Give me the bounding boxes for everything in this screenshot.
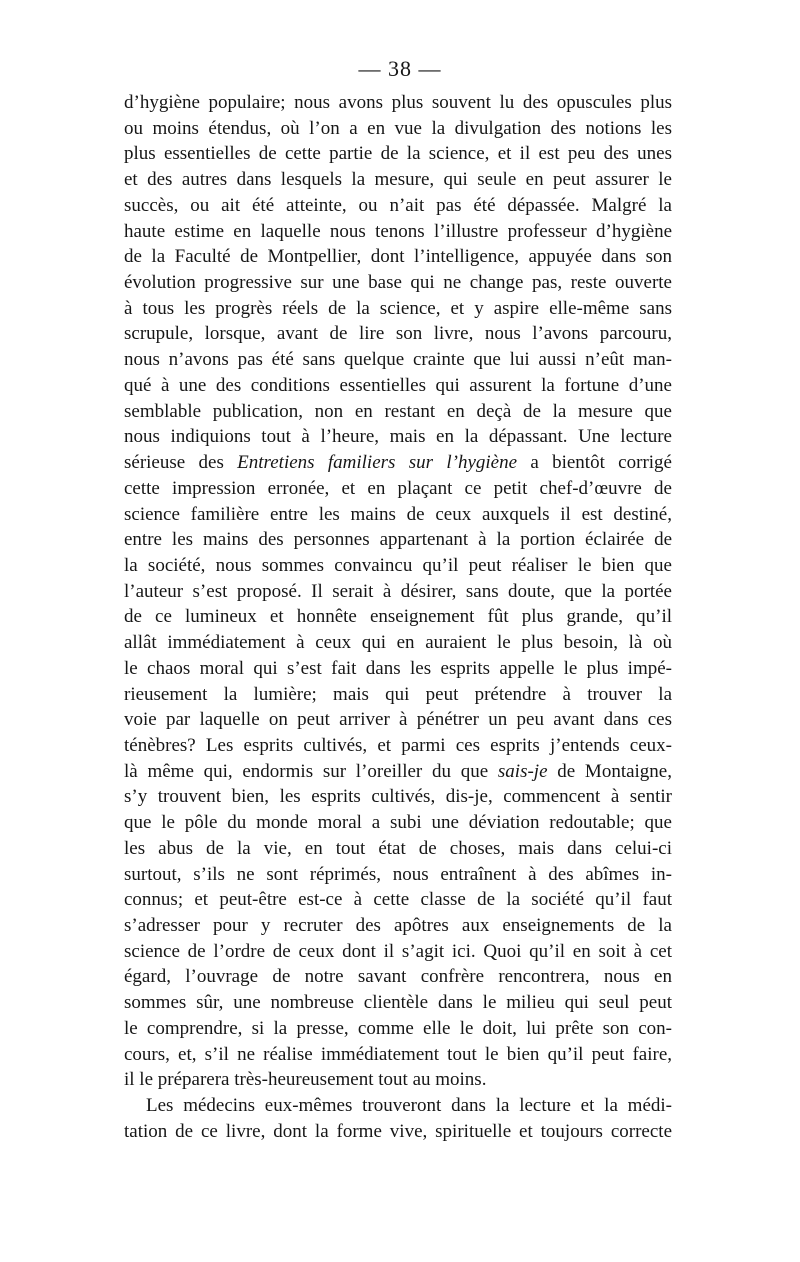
text-line: d’hygiène populaire; nous avons plus souvent lu des opuscules plus	[124, 92, 672, 113]
text-line: cette impression erronée, et en plaçant ce petit chef-d’œuvre de	[124, 477, 672, 499]
text-line: plus essentielles de cette partie de la science, et il est peu des unes	[124, 143, 672, 165]
text-line: voie par laquelle on peut arriver à pénétrer un peu avant dans ces	[124, 709, 672, 731]
text-line: nous n’avons pas été sans quelque crainte que lui aussi n’eût man-	[124, 349, 672, 371]
text-line: l’auteur s’est proposé. Il serait à désirer, sans doute, que la portée	[124, 580, 672, 602]
text-line: science de l’ordre de ceux dont il s’agit ici. Quoi qu’il en soit à cet	[124, 940, 672, 962]
text-line: que le pôle du monde moral a subi une déviation redoutable; que	[124, 812, 672, 834]
text-line: le comprendre, si la presse, comme elle le doit, lui prête son con-	[124, 1017, 672, 1039]
text-line: qué à une des conditions essentielles qui assurent la fortune d’une	[124, 374, 672, 396]
page-number: — 38 —	[358, 56, 442, 81]
text-line: haute estime en laquelle nous tenons l’illustre professeur d’hygiène	[124, 220, 672, 242]
text-line: à tous les progrès réels de la science, et y aspire elle-même sans	[124, 297, 672, 319]
text-line: et des autres dans lesquels la mesure, qui seule en peut assurer le	[124, 169, 672, 191]
text-line: Les médecins eux-mêmes trouveront dans la lecture et la médi-	[146, 1095, 672, 1117]
italic-title: sais-je	[497, 760, 548, 782]
text-line: il le préparera très-heureusement tout au moins.	[124, 1069, 487, 1091]
text-line	[124, 759, 672, 785]
text-line	[124, 450, 672, 476]
body-text	[124, 90, 672, 1144]
italic-title: Entretiens familiers sur l’hygiène	[237, 452, 518, 474]
text-line: nous indiquions tout à l’heure, mais en la dépassant. Une lecture	[124, 426, 672, 448]
text-line: de la Faculté de Montpellier, dont l’intelligence, appuyée dans son	[124, 246, 672, 268]
text-line: la société, nous sommes convaincu qu’il peut réaliser le bien que	[124, 554, 672, 576]
text-line: les abus de la vie, en tout état de choses, mais dans celui-ci	[124, 837, 672, 859]
text-segment: sérieuse des	[124, 452, 238, 474]
text-line: s’y trouvent bien, les esprits cultivés, dis-je, commencent à sentir	[124, 786, 672, 808]
text-line: de ce lumineux et honnête enseignement fût plus grande, qu’il	[124, 606, 672, 628]
text-line: rieusement la lumière; mais qui peut prétendre à trouver la	[124, 683, 672, 705]
text-line: ou moins étendus, où l’on a en vue la divulgation des notions les	[124, 117, 672, 139]
text-line: connus; et peut-être est-ce à cette classe de la société qu’il faut	[124, 889, 672, 911]
text-segment: a bientôt corrigé	[517, 452, 672, 474]
text-line: ténèbres? Les esprits cultivés, et parmi ces esprits j’entends ceux-	[124, 734, 672, 756]
text-line: scrupule, lorsque, avant de lire son livre, nous l’avons parcouru,	[124, 323, 672, 345]
text-line: égard, l’ouvrage de notre savant confrère rencontrera, nous en	[124, 966, 672, 988]
text-line: tation de ce livre, dont la forme vive, spirituelle et toujours correcte	[124, 1120, 672, 1142]
text-line: le chaos moral qui s’est fait dans les esprits appelle le plus impé-	[124, 657, 672, 679]
text-line: cours, et, s’il ne réalise immédiatement tout le bien qu’il peut faire,	[124, 1043, 672, 1065]
text-line: allât immédiatement à ceux qui en auraient le plus besoin, là où	[124, 632, 672, 654]
text-line: s’adresser pour y recruter des apôtres aux enseignements de la	[124, 915, 672, 936]
text-line: science familière entre les mains de ceux auxquels il est destiné,	[124, 503, 672, 525]
text-line: entre les mains des personnes appartenant à la portion éclairée de	[124, 529, 672, 551]
text-line: semblable publication, non en restant en deçà de la mesure que	[124, 400, 672, 422]
text-line: succès, ou ait été atteinte, ou n’ait pas été dépassée. Malgré la	[124, 194, 672, 216]
text-line: surtout, s’ils ne sont réprimés, nous entraînent à des abîmes in-	[124, 863, 672, 885]
text-segment: là même qui, endormis sur l’oreiller du que	[124, 760, 498, 782]
text-line: évolution progressive sur une base qui ne change pas, reste ouverte	[124, 272, 672, 294]
text-segment: de Montaigne,	[547, 760, 672, 782]
text-line: sommes sûr, une nombreuse clientèle dans le milieu qui seul peut	[124, 992, 672, 1014]
